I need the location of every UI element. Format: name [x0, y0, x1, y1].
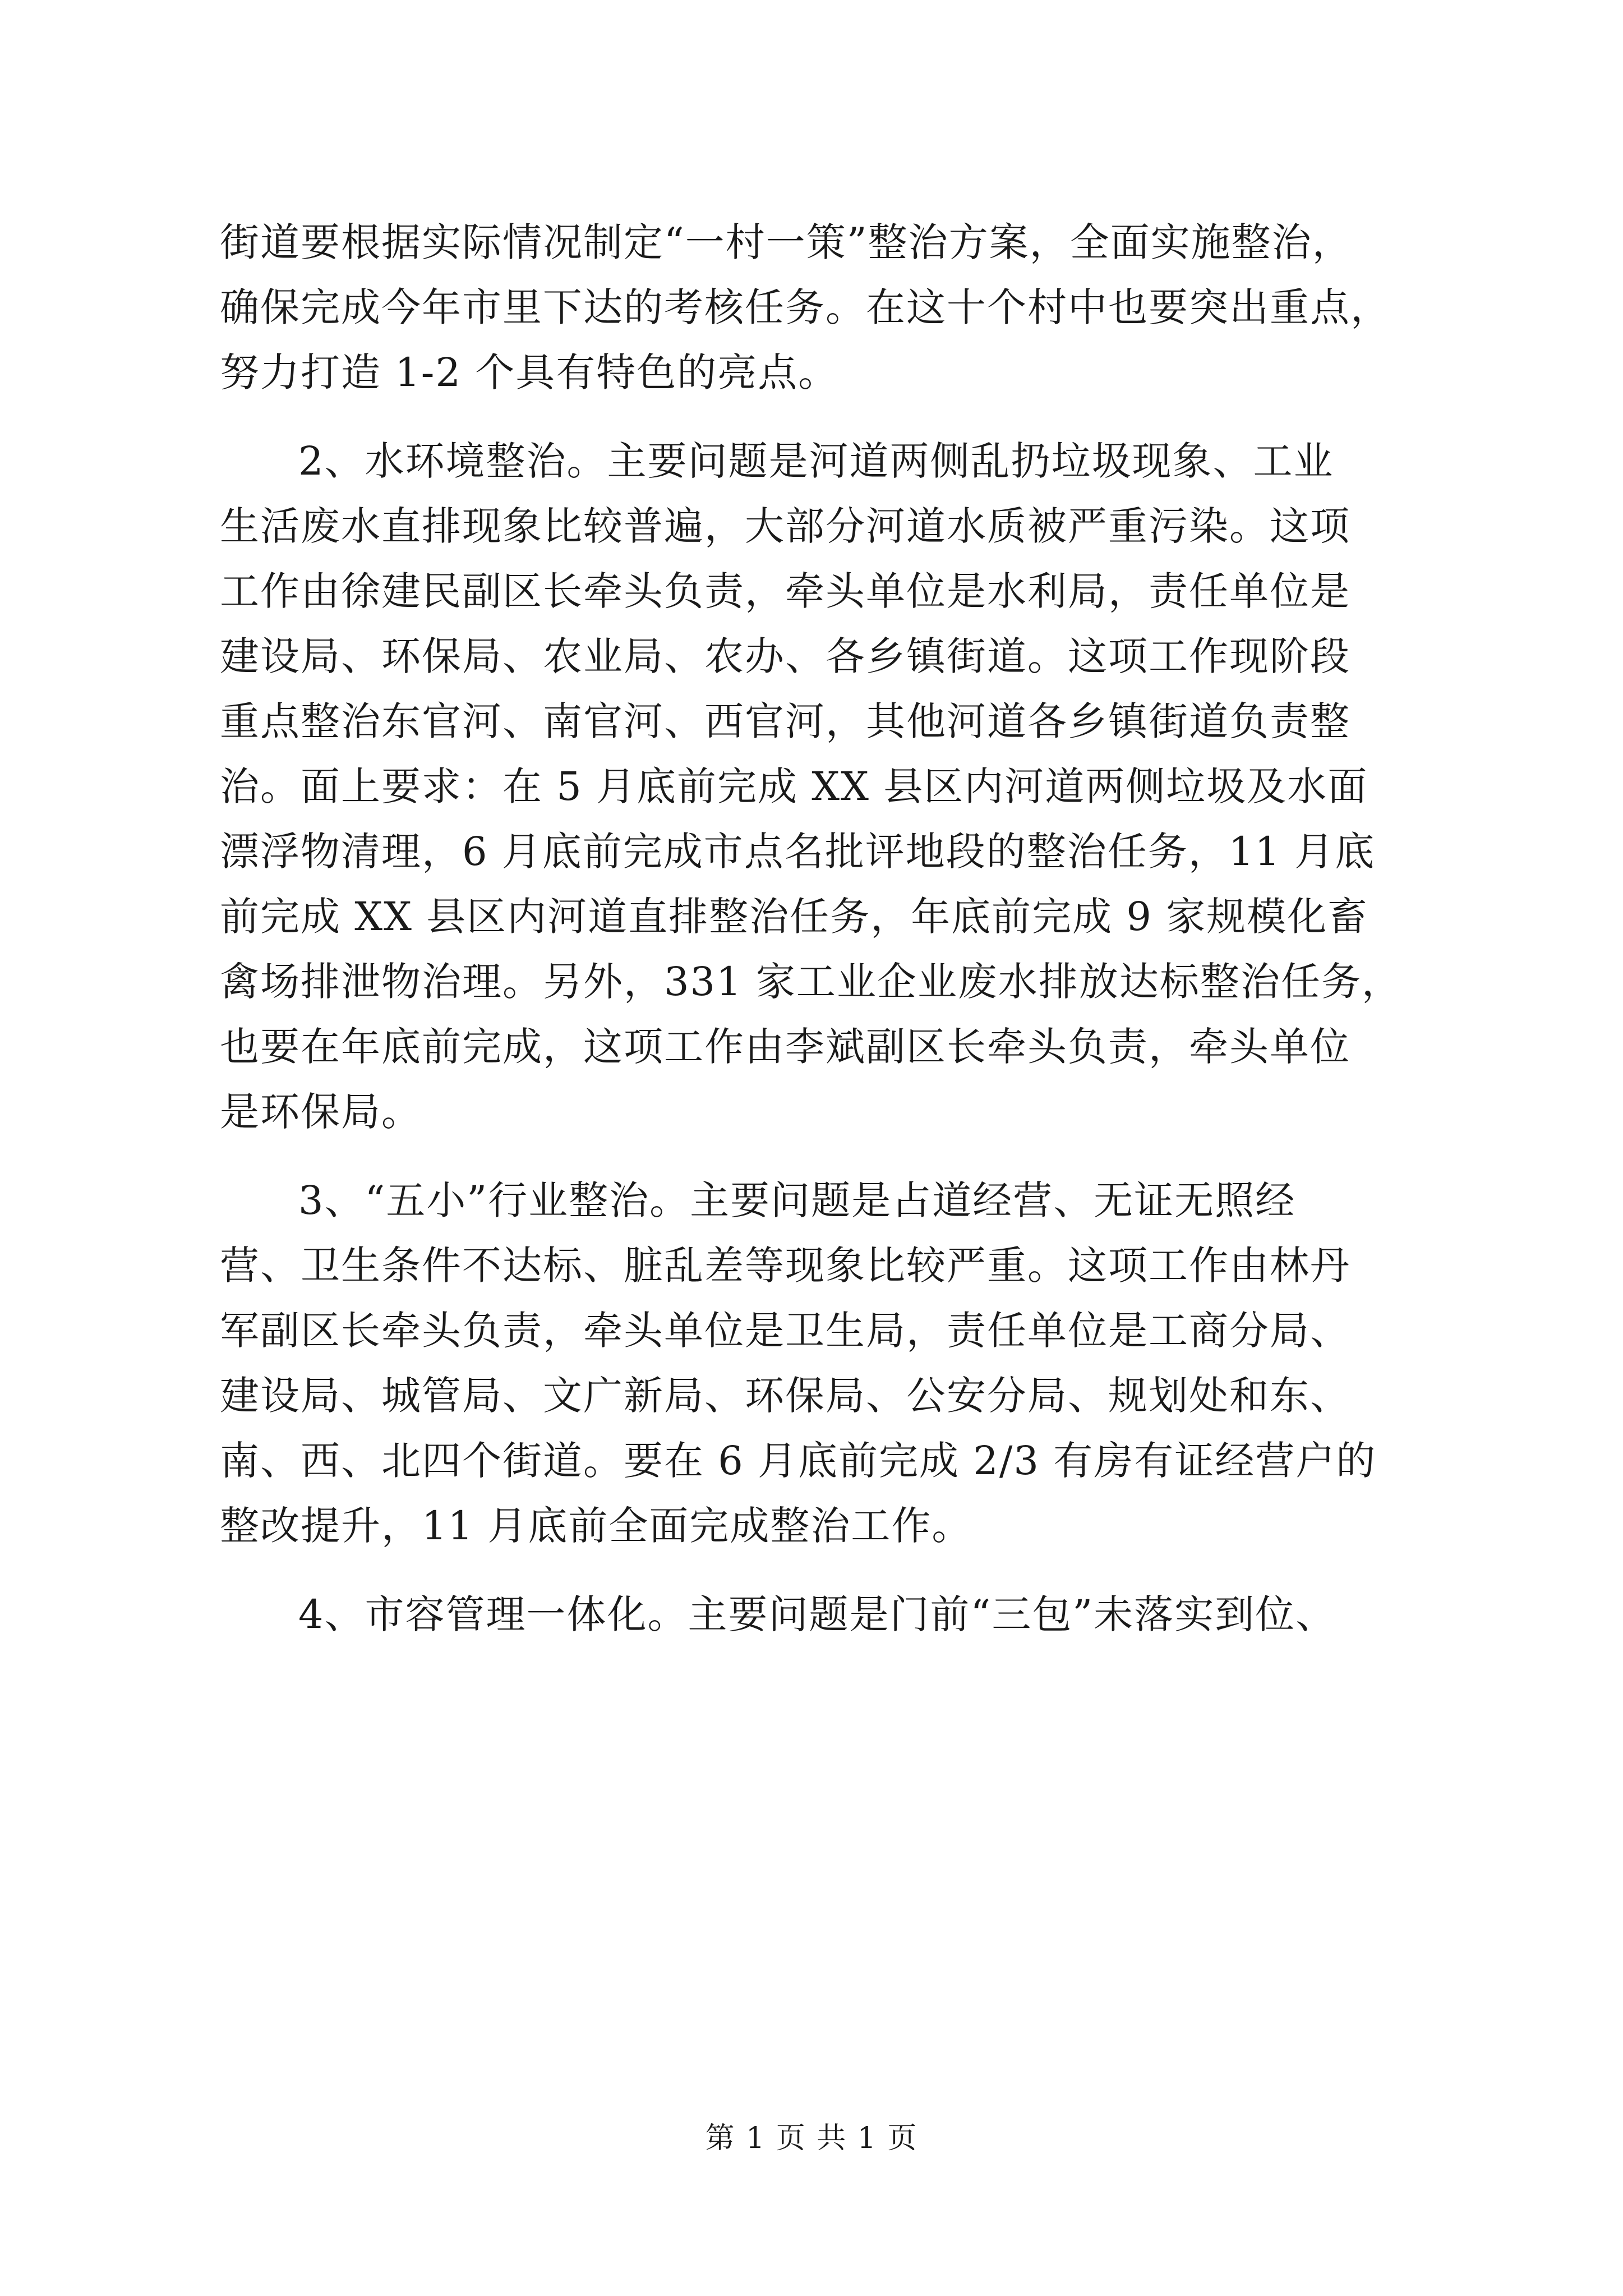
text-line: 南、西、北四个街道。要在 6 月底前完成 2/3 有房有证经营户的: [220, 1438, 1377, 1484]
text-line: 军副区长牵头负责，牵头单位是卫生局，责任单位是工商分局、: [220, 1308, 1350, 1354]
text-line: 建设局、环保局、农业局、农办、各乡镇街道。这项工作现阶段: [220, 633, 1350, 679]
text-line: 治。面上要求：在 5 月底前完成 XX 县区内河道两侧垃圾及水面: [220, 763, 1368, 809]
text-line: 是环保局。: [220, 1089, 422, 1135]
text-line: 前完成 XX 县区内河道直排整治任务，年底前完成 9 家规模化畜: [220, 894, 1368, 940]
text-line: 禽场排泄物治理。另外，331 家工业企业废水排放达标整治任务，: [220, 959, 1402, 1005]
text-line: 努力打造 1-2 个具有特色的亮点。: [220, 349, 839, 395]
text-line: 漂浮物清理，6 月底前完成市点名批评地段的整治任务，11 月底: [220, 829, 1376, 875]
page-number-footer: 第 1 页 共 1 页: [705, 2122, 918, 2155]
paragraph-3-first-line: 3、“五小”行业整治。主要问题是占道经营、无证无照经: [298, 1177, 1296, 1223]
document-body: [220, 210, 1414, 1647]
text-line: 建设局、城管局、文广新局、环保局、公安分局、规划处和东、: [220, 1373, 1350, 1419]
paragraph-2-first-line: 2、水环境整治。主要问题是河道两侧乱扔垃圾现象、工业: [298, 438, 1334, 484]
text-line: 也要在年底前完成，这项工作由李斌副区长牵头负责，牵头单位: [220, 1024, 1350, 1070]
text-line: 生活废水直排现象比较普遍，大部分河道水质被严重污染。这项: [220, 503, 1350, 549]
text-line: 重点整治东官河、南官河、西官河，其他河道各乡镇街道负责整: [220, 698, 1350, 744]
text-line: 工作由徐建民副区长牵头负责，牵头单位是水利局，责任单位是: [220, 568, 1350, 614]
paragraph-4-first-line: 4、市容管理一体化。主要问题是门前“三包”未落实到位、: [298, 1591, 1336, 1637]
text-line: 确保完成今年市里下达的考核任务。在这十个村中也要突出重点，: [220, 284, 1391, 330]
text-line: 街道要根据实际情况制定“一村一策”整治方案，全面实施整治，: [220, 219, 1353, 265]
text-line: 营、卫生条件不达标、脏乱差等现象比较严重。这项工作由林丹: [220, 1243, 1350, 1289]
text-line: 整改提升，11 月底前全面完成整治工作。: [220, 1503, 972, 1549]
